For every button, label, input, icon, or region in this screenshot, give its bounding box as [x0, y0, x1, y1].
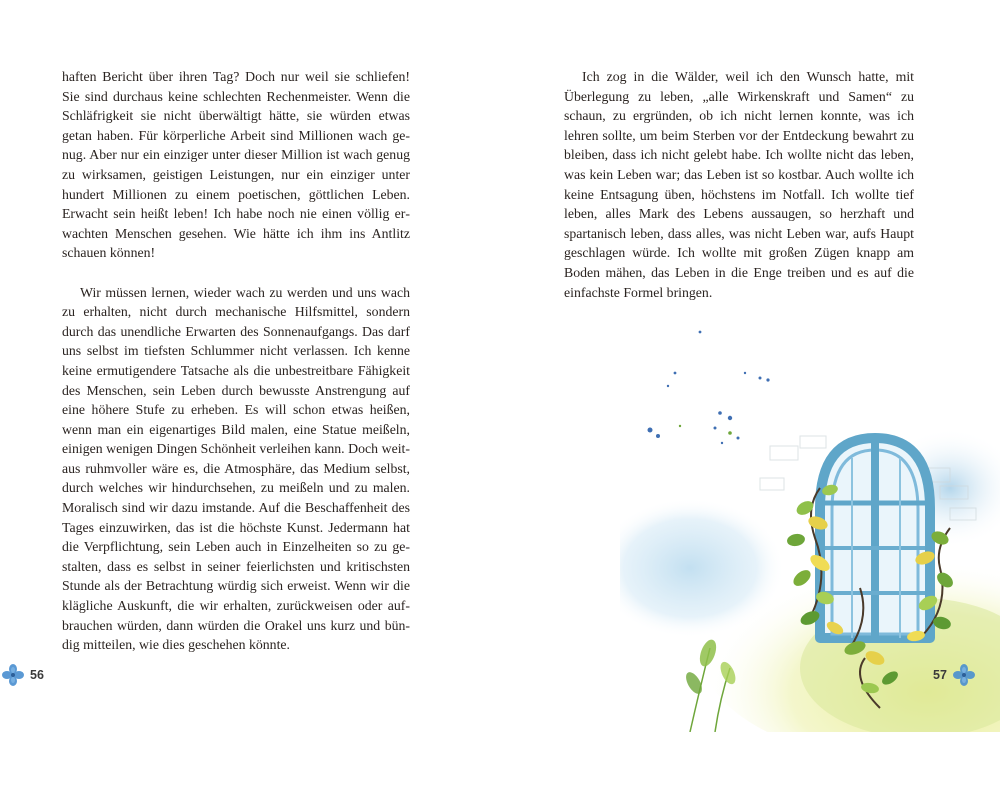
- page-number-left: 56: [30, 668, 44, 682]
- left-page-folio: [2, 664, 44, 686]
- blue-flower-icon: [953, 664, 975, 686]
- green-splatter: [679, 425, 732, 435]
- left-paragraph-1: haften Bericht über ihren Tag? Doch nur weil sie schliefen! Sie sind durchaus keine schlechten Rechenmeister. Wenn die Schläfrigkeit sie nicht überwältigt hätte, sie würden etwas getan haben. Für körperliche Arbeit sind Millionen wach genug. Aber nur ein einziger unter dieser Million ist wach genug zu wirksamen, geistigen Leistungen, nur ein einziger unter hundert Millionen zu einem poetischen, göttlichen Leben. Erwacht sein heißt leben! Ich habe noch nie einen völlig erwachten Menschen gesehen. Wie hätte ich ihm ins Antlitz schauen können!: [62, 69, 410, 261]
- arched-window: [820, 438, 930, 638]
- right-page-folio: [933, 664, 975, 686]
- left-paragraph-2: Wir müssen lernen, wieder wach zu werden und uns wach zu erhalten, nicht durch mechanische Hilfsmittel, sondern durch das unendliche Erwarten des Sonnenaufgangs. Das darf uns selbst im tiefsten Schlummer nicht verlassen. Ich kenne keine ermutigendere Tatsache als die unbestreitbare Fähigkeit des Menschen, sein Leben durch bewusste Anstrengung auf eine höhere Stufe zu erheben. Es will schon etwas heißen, wenn man ein eigenartiges Bild malen, eine Statue meißeln, einigen wenigen Dingen Schönheit verleihen kann. Doch weitaus ruhmvoller wäre es, die Atmosphäre, das Medium selbst, durch welches wir hindurchsehen, zu meißeln und zu malen. Moralisch sind wir dazu imstande. Auf die Beschaffenheit des Tages einzuwirken, das ist die höchste Kunst. Jedermann hat die Verpflichtung, sein Leben auch in Einzelheiten so zu gestalten, dass es selbst in seiner feierlichsten und kritischsten Stunde als der Betrachtung würdig sich erweist. Wenn wir die klägliche Auskunft, die wir erhalten, zurückweisen oder aufbrauchen würden, dann würden die Orakel uns kurz und bündig mitteilen, wie dies geschehen könnte.: [62, 284, 410, 653]
- right-page: [500, 0, 1000, 800]
- blue-flower-icon: [2, 664, 24, 686]
- right-paragraph-1: Ich zog in die Wälder, weil ich den Wunsch hatte, mit Überlegung zu leben, „alle Wirkenskraft und Samen“ zu schaun, zu ergründen, ob ich nicht lernen konnte, was ich lehren sollte, um beim Sterben vor der Entdeckung bewahrt zu bleiben, dass ich nicht gelebt habe. Ich wollte nicht das leben, was kein Leben war; das Leben ist so kostbar. Auch wollte ich keine Entsagung üben, höchstens im Notfall. Ich wollte tief leben, alles Mark des Lebens aussaugen, so herzhaft und spartanisch leben, dass alles, was nicht Leben war, aufs Haupt geschlagen würde. Ich wollte mit großen Zügen knapp am Boden mähen, das Leben in die Enge treiben und es auf die einfachste Formel bringen.: [564, 69, 914, 300]
- page-number-right: 57: [933, 668, 947, 682]
- left-page-body: [62, 67, 410, 655]
- paint-splatter: [648, 331, 770, 445]
- right-page-body: [564, 67, 914, 302]
